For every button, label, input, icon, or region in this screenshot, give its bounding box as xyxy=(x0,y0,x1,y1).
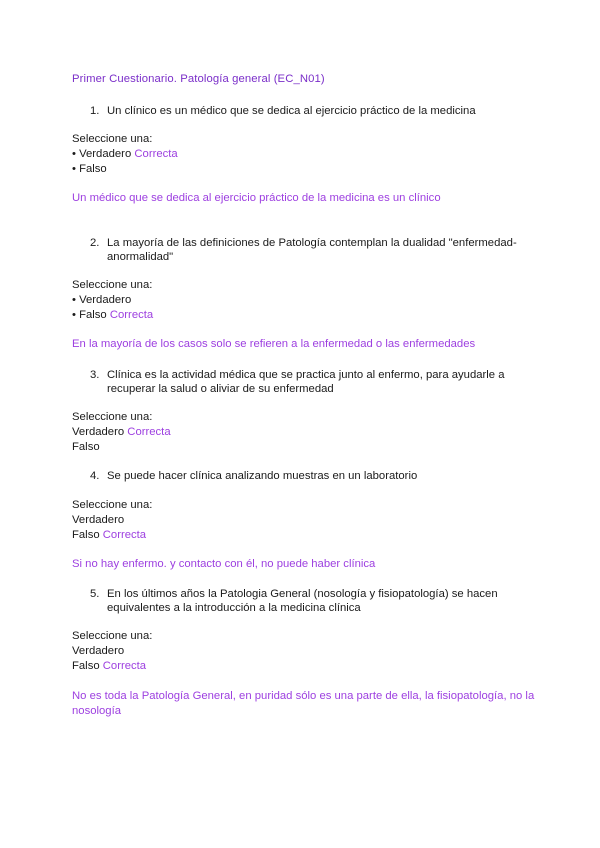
question-text: En los últimos años la Patologia General (nosología y fisiopatología) se hacen equivalentes a la introducción a la medicina clínica xyxy=(107,588,498,614)
option-falso[interactable] xyxy=(72,162,178,177)
option-verdadero[interactable] xyxy=(72,425,171,440)
question-1 xyxy=(90,104,520,118)
question-4 xyxy=(90,469,520,483)
question-text: Se puede hacer clínica analizando muestras en un laboratorio xyxy=(107,470,418,482)
select-prompt: Seleccione una: xyxy=(72,411,153,423)
feedback-4: Si no hay enfermo. y contacto con él, no puede haber clínica xyxy=(72,558,376,570)
question-5 xyxy=(90,587,520,615)
option-bullet: • xyxy=(72,294,80,306)
correct-mark: Correcta xyxy=(102,529,147,541)
option-verdadero[interactable] xyxy=(72,513,152,528)
option-label: Verdadero xyxy=(79,294,132,306)
option-label: Verdadero xyxy=(72,514,125,526)
option-label: Falso xyxy=(72,660,100,672)
option-bullet: • xyxy=(72,309,80,321)
question-3 xyxy=(90,368,520,396)
question-number: 1. xyxy=(90,105,100,117)
question-text: Un clínico es un médico que se dedica al ejercicio práctico de la medicina xyxy=(107,105,476,117)
answer-block-4 xyxy=(72,498,152,543)
feedback-1: Un médico que se dedica al ejercicio práctico de la medicina es un clínico xyxy=(72,192,441,204)
option-label: Verdadero xyxy=(72,426,125,438)
page-title: Primer Cuestionario. Patología general (EC_N01) xyxy=(72,73,325,85)
option-verdadero[interactable] xyxy=(72,147,178,162)
option-label: Falso xyxy=(79,309,107,321)
select-prompt: Seleccione una: xyxy=(72,133,153,145)
option-label: Falso xyxy=(79,163,107,175)
correct-mark: Correcta xyxy=(127,426,171,438)
option-verdadero[interactable] xyxy=(72,644,152,659)
answer-block-5 xyxy=(72,629,152,674)
correct-mark: Correcta xyxy=(102,660,147,672)
question-text: La mayoría de las definiciones de Patología contemplan la dualidad "enfermedad-anormalidad" xyxy=(107,237,517,263)
feedback-2: En la mayoría de los casos solo se refieren a la enfermedad o las enfermedades xyxy=(72,338,476,350)
answer-block-3 xyxy=(72,410,171,455)
correct-mark: Correcta xyxy=(109,309,154,321)
option-verdadero[interactable] xyxy=(72,293,153,308)
question-text: Clínica es la actividad médica que se practica junto al enfermo, para ayudarle a recuperar la salud o aliviar de su enfermedad xyxy=(107,369,505,395)
option-bullet: • xyxy=(72,148,80,160)
option-label: Verdadero xyxy=(72,645,125,657)
question-number: 2. xyxy=(90,237,100,249)
option-label: Verdadero xyxy=(79,148,132,160)
feedback-5: No es toda la Patología General, en puridad sólo es una parte de ella, la fisiopatología, no la nosología xyxy=(72,690,535,717)
question-number: 3. xyxy=(90,369,100,381)
correct-mark: Correcta xyxy=(134,148,178,160)
question-2 xyxy=(90,236,520,264)
option-label: Falso xyxy=(72,529,100,541)
option-bullet: • xyxy=(72,163,80,175)
select-prompt: Seleccione una: xyxy=(72,499,153,511)
option-falso[interactable] xyxy=(72,440,171,455)
question-number: 4. xyxy=(90,470,100,482)
option-falso[interactable] xyxy=(72,659,152,674)
answer-block-1 xyxy=(72,132,178,177)
option-label: Falso xyxy=(72,441,100,453)
answer-block-2 xyxy=(72,278,153,323)
option-falso[interactable] xyxy=(72,528,152,543)
select-prompt: Seleccione una: xyxy=(72,279,153,291)
select-prompt: Seleccione una: xyxy=(72,630,153,642)
option-falso[interactable] xyxy=(72,308,153,323)
question-number: 5. xyxy=(90,588,100,600)
